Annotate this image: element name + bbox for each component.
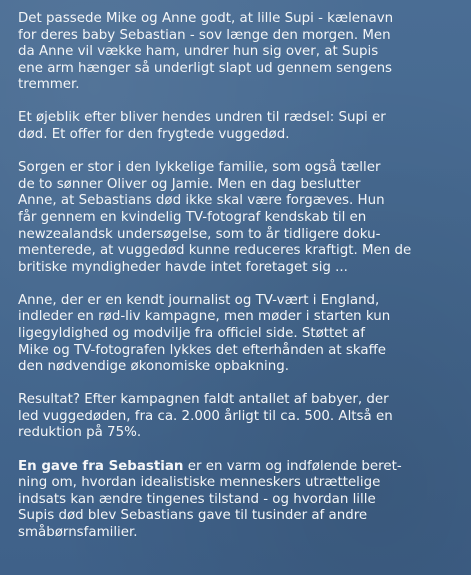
text-line: led vuggedøden, fra ca. 2.000 årligt til ca. 500. Altså en (18, 408, 393, 424)
text-line: newzealandsk undersøgelse, som to år tidligere doku- (18, 226, 381, 242)
paragraph-1 (18, 11, 458, 94)
text-line: indsats kan ændre tingenes tilstand - og hvordan lille (18, 491, 376, 507)
text-line: småbørnsfamilier. (18, 524, 138, 540)
text-line: Mike og TV-fotografen lykkes det efterhånden at skaffe (18, 342, 387, 358)
text-line: for deres baby Sebastian - sov længe den morgen. Men (18, 27, 391, 43)
text-line: Anne, der er en kendt journalist og TV-vært i England, (18, 292, 380, 308)
book-title: En gave fra Sebastian (18, 458, 184, 474)
text-line: Et øjeblik efter bliver hendes undren til rædsel: Supi er (18, 110, 386, 126)
text-line: Resultat? Efter kampagnen faldt antallet af babyer, der (18, 392, 389, 408)
text-line: de to sønner Oliver og Jamie. Men en dag beslutter (18, 176, 361, 192)
paragraph-6 (18, 459, 458, 542)
text-line-first (18, 459, 458, 476)
text-line: reduktion på 75%. (18, 425, 142, 441)
paragraph-5 (18, 392, 458, 442)
text-line: ligegyldighed og modvilje fra officiel side. Støttet af (18, 326, 365, 341)
text-line: får gennem en kvindelig TV-fotograf kendskab til en (18, 209, 367, 225)
text-line: menterede, at vuggedød kunne reduceres kraftigt. Men de (18, 243, 412, 259)
paragraph-3 (18, 160, 458, 276)
text-line: da Anne vil vække ham, undrer hun sig over, at Supis (18, 44, 379, 60)
paragraph-4 (18, 293, 458, 376)
text-line: indleder en rød-liv kampagne, men møder i starten kun (18, 309, 391, 325)
text-run: er en varm og indfølende beret- (183, 458, 402, 474)
blurb-text (18, 11, 458, 558)
text-line: ning om, hvordan idealistiske menneskers utrættelige (18, 475, 381, 491)
text-line: Sorgen er stor i den lykkelige familie, som også tæller (18, 160, 381, 176)
text-line: britiske myndigheder havde intet foretaget sig ... (18, 259, 348, 275)
paragraph-2 (18, 110, 458, 143)
text-line: Supis død blev Sebastians gave til tusinder af andre (18, 508, 368, 524)
text-line: Det passede Mike og Anne godt, at lille Supi - kælenavn (18, 11, 394, 26)
text-line: ene arm hænger så underligt slapt ud gennem sengens (18, 60, 393, 76)
text-line: død. Et offer for den frygtede vuggedød. (18, 127, 290, 143)
text-line: tremmer. (18, 77, 80, 93)
text-line: Anne, at Sebastians død ikke skal være forgæves. Hun (18, 193, 385, 209)
text-line: den nødvendige økonomiske opbakning. (18, 359, 289, 375)
